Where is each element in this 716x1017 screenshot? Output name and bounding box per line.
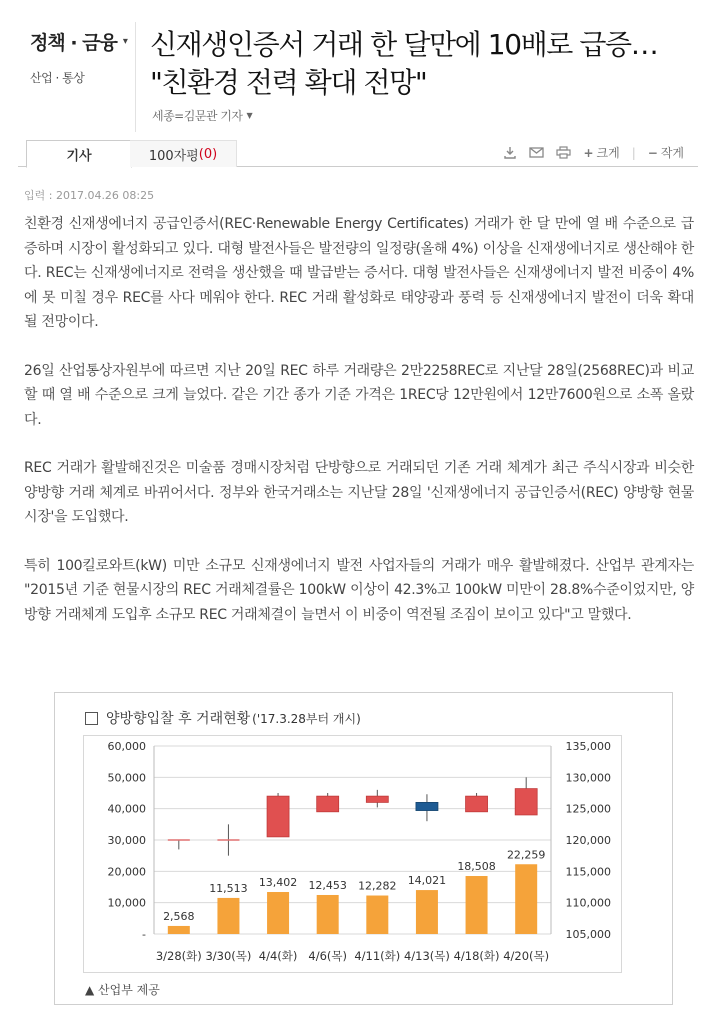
- tab-comments[interactable]: [130, 140, 237, 167]
- chevron-down-icon[interactable]: ▼: [246, 111, 253, 120]
- right-axis-tick-label: 110,000: [565, 896, 611, 910]
- font-enlarge-button[interactable]: [583, 144, 619, 161]
- chart-frame: [83, 735, 622, 973]
- category-label: 3/28(화): [155, 949, 202, 963]
- publish-date: 입력 : 2017.04.26 08:25: [24, 189, 155, 202]
- email-button[interactable]: [529, 147, 544, 158]
- section-subtitle[interactable]: 산업 · 통상: [30, 71, 85, 85]
- volume-bar: [168, 926, 190, 934]
- font-shrink-label: 작게: [660, 146, 684, 160]
- article-headline: [150, 26, 690, 102]
- download-button[interactable]: [503, 146, 517, 159]
- divider: [135, 22, 136, 132]
- volume-data-label: 18,508: [457, 860, 496, 874]
- mail-icon: [529, 147, 544, 158]
- left-axis-tick-label: 20,000: [107, 865, 146, 879]
- download-icon: [503, 146, 517, 159]
- left-axis-tick-label: -: [142, 928, 146, 941]
- article-paragraph: 26일 산업통상자원부에 따르면 지난 20일 REC 하루 거래량은 2만2258REC로 지난달 28일(2568REC)과 비교할 때 열 배 수준으로 크게 늘었다. 같은 기간 종가 기준 가격은 1REC당 12만원에서 12만7600원으로 소폭 올랐다.: [24, 362, 694, 428]
- left-axis-tick-label: 50,000: [107, 771, 146, 785]
- volume-data-label: 22,259: [506, 848, 546, 862]
- reporter-name[interactable]: 세종=김문관 기자: [152, 109, 243, 123]
- tab-article-label: 기사: [66, 148, 92, 164]
- price-candle: [466, 796, 488, 812]
- category-label: 4/4(화): [258, 949, 298, 963]
- chart-title: [85, 708, 361, 728]
- price-candle: [366, 796, 388, 802]
- right-axis-tick-label: 135,000: [565, 740, 611, 753]
- section-menu[interactable]: [30, 28, 140, 55]
- category-label: 4/11(화): [354, 949, 401, 963]
- right-axis-tick-label: 105,000: [565, 928, 611, 941]
- price-candle: [416, 802, 438, 810]
- volume-data-label: 2,568: [163, 909, 195, 923]
- volume-data-label: 14,021: [407, 874, 447, 888]
- chart-title-text: 양방향입찰 후 거래현황: [106, 711, 251, 727]
- headline-line-1: 신재생인증서 거래 한 달만에 10배로 급증…: [150, 28, 658, 61]
- volume-bar: [466, 876, 488, 934]
- separator: |: [631, 145, 636, 160]
- article-paragraph: 친환경 신재생에너지 공급인증서(REC·Renewable Energy Certificates) 거래가 한 달 만에 열 배 수준으로 급증하며 시장이 활성화되고 있다. 대형 발전사들은 발전량의 일정량(올해 4%) 이상을 신재생에너지로 생산해야 한다. REC는 신재생에너지로 전력을 생산했을 때 발급받는 증서다. 대형 발전사들은 신재생에너지 발전 비중이 4%에 못 미칠 경우 REC를 사다 메워야 한다. REC 거래 활성화로 태양광과 풍력 등 신재생에너지 발전이 더욱 확대될 전망이다.: [24, 216, 694, 330]
- chart-title-note: ('17.3.28부터 개시): [252, 711, 361, 726]
- volume-bar: [366, 896, 388, 934]
- article-body: [24, 212, 694, 651]
- article-tabbar: [18, 140, 698, 167]
- byline[interactable]: [152, 107, 252, 124]
- category-label: 3/30(목): [205, 949, 252, 963]
- tab-comments-label: 100자평: [148, 148, 199, 164]
- category-label: 4/18(화): [453, 949, 500, 963]
- volume-data-label: 12,453: [308, 878, 347, 892]
- comments-count: (0): [198, 146, 218, 162]
- article-paragraph: REC 거래가 활발해진것은 미술품 경매시장처럼 단방향으로 거래되던 기존 거래 체계가 최근 주식시장과 비슷한 양방향 거래 체계로 바뀌어서다. 정부와 한국거래소는 지난달 28일 '신재생에너지 공급인증서(REC) 양방향 현물시장'을 도입했다.: [24, 460, 694, 525]
- volume-bar: [416, 890, 438, 934]
- printer-icon: [556, 146, 571, 159]
- tab-article[interactable]: [26, 140, 132, 168]
- price-candle: [267, 796, 289, 837]
- chevron-down-icon[interactable]: ▾: [122, 36, 127, 47]
- minus-icon: −: [647, 145, 658, 160]
- left-axis-tick-label: 60,000: [107, 740, 146, 753]
- font-shrink-button[interactable]: [648, 144, 684, 161]
- right-axis-tick-label: 115,000: [565, 865, 611, 879]
- volume-bar: [267, 892, 289, 934]
- volume-data-label: 12,282: [358, 879, 397, 893]
- right-axis-tick-label: 130,000: [565, 771, 611, 785]
- right-axis-tick-label: 120,000: [565, 834, 611, 847]
- left-axis-tick-label: 40,000: [107, 802, 146, 816]
- article-tools: [503, 144, 684, 161]
- plus-icon: +: [583, 145, 594, 160]
- image-credit: ▲ 산업부 제공: [85, 983, 160, 997]
- volume-data-label: 13,402: [258, 876, 298, 890]
- volume-data-label: 11,513: [209, 881, 248, 895]
- article-paragraph: 특히 100킬로와트(kW) 미만 소규모 신재생에너지 발전 사업자들의 거래가 매우 활발해졌다. 산업부 관계자는 "2015년 기준 현물시장의 REC 거래체결률은 100kW 이상이 42.3%고 100kW 미만이 28.8%수준이었지만, 양방향 거래체계 도입후 소규모 REC 거래체결이 늘면서 이 비중이 역전될 조짐이 보이고 있다"고 말했다.: [24, 557, 694, 623]
- section-nav: [30, 28, 140, 86]
- trade-chart: [84, 736, 621, 972]
- font-enlarge-label: 크게: [596, 146, 620, 160]
- headline-line-2: "친환경 전력 확대 전망": [150, 66, 427, 99]
- category-label: 4/13(목): [403, 949, 450, 963]
- checkbox-square-icon: [85, 712, 98, 725]
- volume-bar: [515, 864, 537, 934]
- volume-bar: [217, 898, 239, 934]
- article-figure[interactable]: [54, 692, 673, 1005]
- left-axis-tick-label: 30,000: [107, 834, 146, 847]
- left-axis-tick-label: 10,000: [107, 896, 146, 910]
- price-candle: [317, 796, 339, 812]
- section-title[interactable]: 정책 · 금융: [30, 32, 117, 54]
- volume-bar: [317, 895, 339, 934]
- category-label: 4/20(목): [503, 949, 550, 963]
- price-candle: [515, 789, 537, 815]
- right-axis-tick-label: 125,000: [565, 802, 611, 816]
- category-label: 4/6(목): [308, 949, 347, 963]
- print-button[interactable]: [556, 146, 571, 159]
